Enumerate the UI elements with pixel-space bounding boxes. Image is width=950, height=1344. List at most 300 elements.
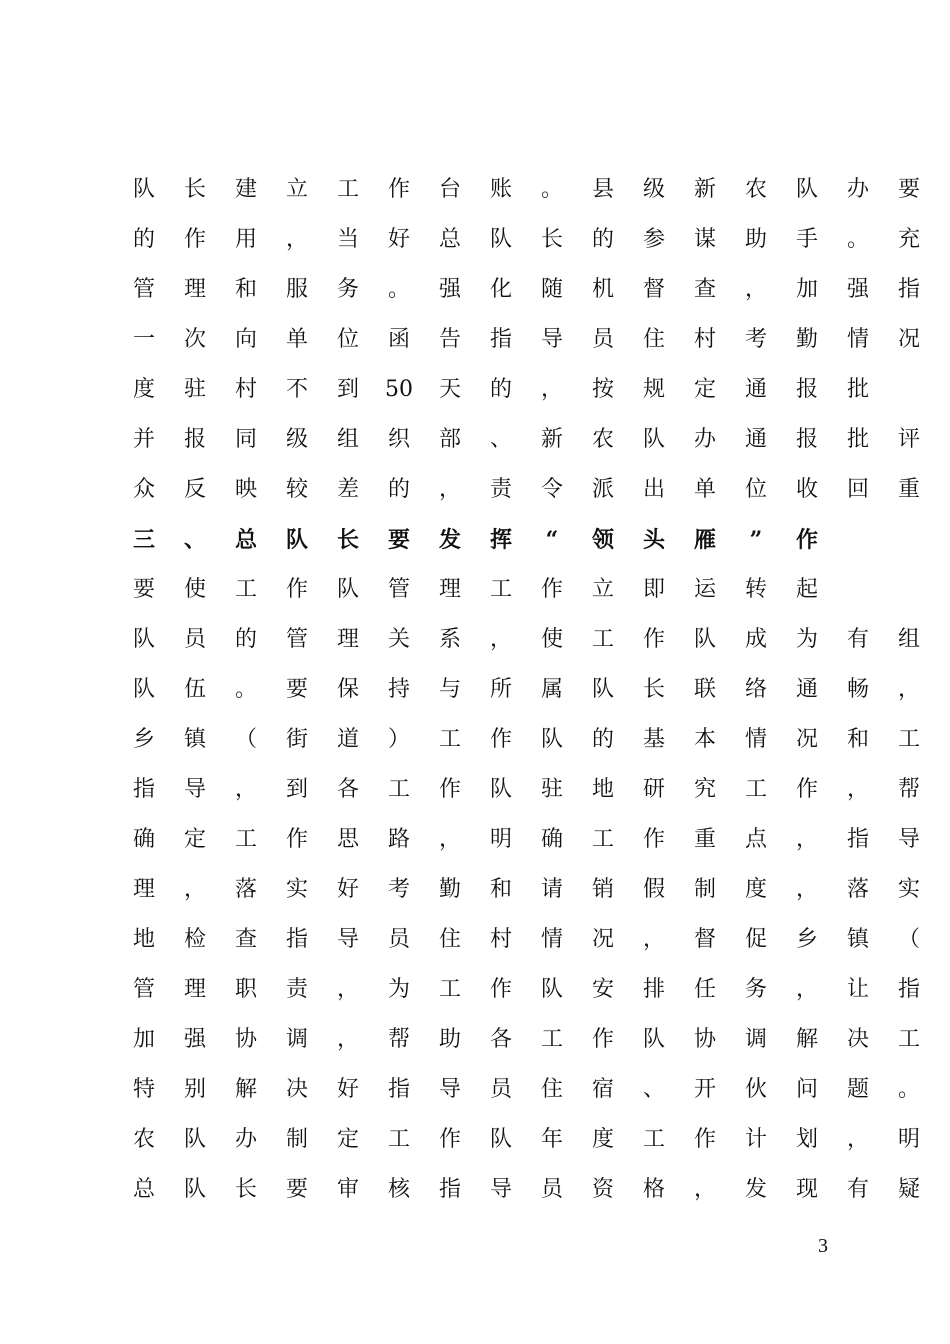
text-glyph: 并: [132, 427, 155, 452]
text-glyph: 、: [183, 527, 206, 553]
text-glyph: 员: [387, 927, 410, 952]
text-glyph: 长: [336, 527, 359, 553]
text-glyph: 化: [489, 277, 512, 302]
text-glyph: 县: [591, 177, 614, 202]
text-glyph: 解: [795, 1027, 818, 1052]
text-glyph: 指: [897, 277, 920, 302]
text-glyph: 。: [846, 227, 869, 252]
text-glyph: 疑: [897, 1177, 920, 1202]
text-glyph: 工: [642, 1127, 665, 1152]
text-glyph: “: [545, 527, 559, 553]
text-glyph: （: [234, 727, 257, 752]
paragraph-line: [0, 770, 950, 810]
text-glyph: 和: [489, 877, 512, 902]
text-glyph: 工: [540, 1027, 563, 1052]
text-glyph: 问: [795, 1077, 818, 1102]
text-glyph: 住: [540, 1077, 563, 1102]
text-glyph: 总: [234, 527, 257, 553]
text-glyph: 系: [438, 627, 461, 652]
text-glyph: 办: [234, 1127, 257, 1152]
text-glyph: 导: [897, 827, 920, 852]
text-glyph: 各: [489, 1027, 512, 1052]
text-glyph: 作: [795, 527, 818, 553]
text-glyph: 发: [438, 527, 461, 553]
text-glyph: 乡: [795, 927, 818, 952]
text-glyph: 决: [846, 1027, 869, 1052]
text-glyph: 单: [693, 477, 716, 502]
text-glyph: 好: [387, 227, 410, 252]
text-glyph: 收: [795, 477, 818, 502]
text-glyph: 队: [591, 677, 614, 702]
text-glyph: 起: [795, 577, 818, 602]
text-glyph: ，: [795, 827, 818, 852]
text-glyph: 农: [591, 427, 614, 452]
text-glyph: ，: [693, 1177, 716, 1202]
paragraph-line: [0, 920, 950, 960]
text-glyph: 工: [744, 777, 767, 802]
text-glyph: ，: [846, 1127, 869, 1152]
text-glyph: 为: [795, 627, 818, 652]
paragraph-line: [0, 370, 950, 410]
text-glyph: 员: [183, 627, 206, 652]
text-glyph: 考: [387, 877, 410, 902]
text-glyph: 织: [387, 427, 410, 452]
paragraph-line: [0, 270, 950, 310]
text-glyph: 队: [132, 177, 155, 202]
text-glyph: 报: [795, 377, 818, 402]
text-glyph: 导: [438, 1077, 461, 1102]
text-glyph: 的: [591, 227, 614, 252]
text-glyph: 指: [132, 777, 155, 802]
text-glyph: 街: [285, 727, 308, 752]
text-glyph: 工: [234, 827, 257, 852]
text-glyph: 度: [132, 377, 155, 402]
text-glyph: 向: [234, 327, 257, 352]
text-glyph: 台: [438, 177, 461, 202]
text-glyph: 告: [438, 327, 461, 352]
text-glyph: 好: [336, 877, 359, 902]
text-glyph: 作: [540, 577, 563, 602]
text-glyph: 村: [489, 927, 512, 952]
text-glyph: 镇: [183, 727, 206, 752]
text-glyph: 促: [744, 927, 767, 952]
text-glyph: 函: [387, 327, 410, 352]
text-glyph: 定: [693, 377, 716, 402]
text-glyph: 况: [897, 327, 920, 352]
paragraph-line: [0, 420, 950, 460]
text-glyph: 要: [285, 1177, 308, 1202]
text-glyph: 农: [132, 1127, 155, 1152]
text-glyph: 工: [438, 727, 461, 752]
text-glyph: 伍: [183, 677, 206, 702]
text-glyph: 队: [183, 1127, 206, 1152]
text-glyph: 管: [132, 977, 155, 1002]
text-glyph: 作: [285, 827, 308, 852]
text-glyph: 的: [132, 227, 155, 252]
text-glyph: 账: [489, 177, 512, 202]
text-glyph: 理: [132, 877, 155, 902]
text-glyph: 通: [795, 677, 818, 702]
text-glyph: 思: [336, 827, 359, 852]
text-glyph: 作: [183, 227, 206, 252]
text-glyph: 联: [693, 677, 716, 702]
text-glyph: （: [897, 927, 920, 952]
text-glyph: 指: [897, 977, 920, 1002]
text-glyph: 服: [285, 277, 308, 302]
text-glyph: 级: [285, 427, 308, 452]
text-glyph: 勤: [795, 327, 818, 352]
paragraph-line: [0, 620, 950, 660]
text-glyph: 保: [336, 677, 359, 702]
text-glyph: ，: [285, 227, 308, 252]
text-glyph: 立: [285, 177, 308, 202]
text-glyph: 位: [744, 477, 767, 502]
text-glyph: 帮: [387, 1027, 410, 1052]
text-glyph: 驻: [540, 777, 563, 802]
text-glyph: 格: [642, 1177, 665, 1202]
paragraph-line: [0, 870, 950, 910]
text-glyph: 出: [642, 477, 665, 502]
text-glyph: 报: [183, 427, 206, 452]
text-glyph: 队: [795, 177, 818, 202]
text-glyph: 部: [438, 427, 461, 452]
text-glyph: 落: [234, 877, 257, 902]
text-glyph: 队: [693, 627, 716, 652]
text-glyph: 级: [642, 177, 665, 202]
text-glyph: 新: [540, 427, 563, 452]
text-glyph: 的: [234, 627, 257, 652]
paragraph-line: [0, 970, 950, 1010]
text-glyph: ，: [795, 977, 818, 1002]
text-glyph: 住: [642, 327, 665, 352]
text-glyph: 重: [897, 477, 920, 502]
text-glyph: 现: [795, 1177, 818, 1202]
text-glyph: 持: [387, 677, 410, 702]
text-glyph: 实: [897, 877, 920, 902]
text-glyph: 管: [132, 277, 155, 302]
text-glyph: 工: [897, 727, 920, 752]
text-glyph: 。: [540, 177, 563, 202]
text-glyph: 一: [132, 327, 155, 352]
text-glyph: 查: [693, 277, 716, 302]
text-glyph: 领: [591, 527, 614, 553]
text-glyph: 同: [234, 427, 257, 452]
text-glyph: 与: [438, 677, 461, 702]
text-glyph: 重: [693, 827, 716, 852]
text-glyph: ，: [183, 877, 206, 902]
text-glyph: 谋: [693, 227, 716, 252]
text-glyph: 作: [438, 777, 461, 802]
paragraph-line: [0, 170, 950, 210]
text-glyph: ，: [897, 677, 920, 702]
text-glyph: 理: [183, 277, 206, 302]
text-glyph: 指: [285, 927, 308, 952]
text-glyph: 员: [591, 327, 614, 352]
text-glyph: 转: [744, 577, 767, 602]
text-glyph: 务: [744, 977, 767, 1002]
text-glyph: 工: [897, 1027, 920, 1052]
text-glyph: 长: [234, 1177, 257, 1202]
text-glyph: 帮: [897, 777, 920, 802]
text-glyph: 别: [183, 1077, 206, 1102]
text-glyph: 众: [132, 477, 155, 502]
text-glyph: 三: [132, 527, 155, 553]
text-glyph: 情: [540, 927, 563, 952]
text-glyph: 队: [540, 727, 563, 752]
text-glyph: 有: [846, 1177, 869, 1202]
text-glyph: 回: [846, 477, 869, 502]
text-glyph: 头: [642, 527, 665, 553]
text-glyph: 协: [234, 1027, 257, 1052]
text-glyph: 工: [438, 977, 461, 1002]
text-glyph: 。: [387, 277, 410, 302]
text-glyph: 导: [489, 1177, 512, 1202]
text-glyph: ，: [846, 777, 869, 802]
text-glyph: 住: [438, 927, 461, 952]
text-glyph: 各: [336, 777, 359, 802]
text-glyph: 队: [489, 777, 512, 802]
text-glyph: 究: [693, 777, 716, 802]
text-glyph: 手: [795, 227, 818, 252]
text-glyph: 制: [285, 1127, 308, 1152]
text-glyph: 况: [795, 727, 818, 752]
text-glyph: 调: [744, 1027, 767, 1052]
text-glyph: 所: [489, 677, 512, 702]
text-glyph: 落: [846, 877, 869, 902]
text-glyph: ，: [744, 277, 767, 302]
text-glyph: 雁: [693, 527, 716, 553]
text-glyph: 强: [846, 277, 869, 302]
text-glyph: 销: [591, 877, 614, 902]
text-glyph: 工: [591, 627, 614, 652]
text-glyph: 作: [489, 977, 512, 1002]
text-glyph: 协: [693, 1027, 716, 1052]
paragraph-line: [0, 470, 950, 510]
text-glyph: 令: [540, 477, 563, 502]
text-glyph: 作: [591, 1027, 614, 1052]
text-glyph: 驻: [183, 377, 206, 402]
text-glyph: 理: [336, 627, 359, 652]
text-glyph: 新: [693, 177, 716, 202]
text-glyph: 天: [438, 377, 461, 402]
text-glyph: 办: [693, 427, 716, 452]
text-glyph: 定: [183, 827, 206, 852]
text-glyph: 要: [285, 677, 308, 702]
text-glyph: 乡: [132, 727, 155, 752]
text-glyph: 作: [489, 727, 512, 752]
text-glyph: 宿: [591, 1077, 614, 1102]
text-glyph: 加: [132, 1027, 155, 1052]
text-glyph: ，: [336, 1027, 359, 1052]
text-glyph: 指: [846, 827, 869, 852]
text-glyph: 队: [183, 1177, 206, 1202]
text-glyph: 明: [897, 1127, 920, 1152]
text-glyph: 工: [234, 577, 257, 602]
text-glyph: 50: [385, 377, 413, 402]
text-glyph: 督: [693, 927, 716, 952]
text-glyph: 队: [132, 677, 155, 702]
text-glyph: ，: [642, 927, 665, 952]
text-glyph: 作: [438, 1127, 461, 1152]
text-glyph: 管: [387, 577, 410, 602]
text-glyph: 属: [540, 677, 563, 702]
text-glyph: 的: [591, 727, 614, 752]
text-glyph: 理: [183, 977, 206, 1002]
text-glyph: 单: [285, 327, 308, 352]
text-glyph: 理: [438, 577, 461, 602]
text-glyph: 不: [285, 377, 308, 402]
text-glyph: 确: [540, 827, 563, 852]
text-glyph: 开: [693, 1077, 716, 1102]
text-glyph: 好: [336, 1077, 359, 1102]
text-glyph: 指: [438, 1177, 461, 1202]
text-glyph: ”: [749, 527, 763, 553]
text-glyph: 和: [234, 277, 257, 302]
text-glyph: 长: [183, 177, 206, 202]
text-glyph: 队: [642, 427, 665, 452]
text-glyph: 职: [234, 977, 257, 1002]
text-glyph: 导: [540, 327, 563, 352]
text-glyph: 工: [336, 177, 359, 202]
text-glyph: 计: [744, 1127, 767, 1152]
text-glyph: 村: [693, 327, 716, 352]
text-glyph: 加: [795, 277, 818, 302]
text-glyph: 资: [591, 1177, 614, 1202]
text-glyph: 规: [642, 377, 665, 402]
text-glyph: ，: [489, 627, 512, 652]
text-glyph: 的: [489, 377, 512, 402]
text-glyph: 队: [132, 627, 155, 652]
text-glyph: 实: [285, 877, 308, 902]
text-glyph: ，: [438, 477, 461, 502]
text-glyph: 工: [387, 777, 410, 802]
text-glyph: 排: [642, 977, 665, 1002]
text-glyph: 组: [897, 627, 920, 652]
text-glyph: 强: [183, 1027, 206, 1052]
text-glyph: 作: [285, 577, 308, 602]
text-glyph: 通: [744, 377, 767, 402]
text-glyph: 确: [132, 827, 155, 852]
text-glyph: 和: [846, 727, 869, 752]
paragraph-line: [0, 1070, 950, 1110]
text-glyph: 责: [285, 977, 308, 1002]
text-glyph: 镇: [846, 927, 869, 952]
section-heading-line: [0, 520, 950, 560]
text-glyph: 随: [540, 277, 563, 302]
text-glyph: 任: [693, 977, 716, 1002]
text-glyph: 况: [591, 927, 614, 952]
text-glyph: 总: [438, 227, 461, 252]
paragraph-line: [0, 1020, 950, 1060]
text-glyph: 作: [387, 177, 410, 202]
text-glyph: 队: [489, 1127, 512, 1152]
text-glyph: 工: [489, 577, 512, 602]
text-glyph: 长: [642, 677, 665, 702]
text-glyph: 即: [642, 577, 665, 602]
text-glyph: 伙: [744, 1077, 767, 1102]
text-glyph: 、: [489, 427, 512, 452]
text-glyph: 地: [132, 927, 155, 952]
text-glyph: 长: [540, 227, 563, 252]
text-glyph: 安: [591, 977, 614, 1002]
text-glyph: 点: [744, 827, 767, 852]
text-glyph: 责: [489, 477, 512, 502]
text-glyph: 队: [540, 977, 563, 1002]
text-glyph: 队: [642, 1027, 665, 1052]
text-glyph: ）: [387, 727, 410, 752]
paragraph-line: [0, 570, 950, 610]
text-glyph: 查: [234, 927, 257, 952]
text-glyph: 、: [642, 1077, 665, 1102]
paragraph-line: [0, 320, 950, 360]
text-glyph: 发: [744, 1177, 767, 1202]
text-glyph: 导: [336, 927, 359, 952]
text-glyph: 运: [693, 577, 716, 602]
paragraph-line: [0, 670, 950, 710]
text-glyph: 明: [489, 827, 512, 852]
text-glyph: 工: [591, 827, 614, 852]
text-glyph: ，: [234, 777, 257, 802]
text-glyph: 强: [438, 277, 461, 302]
text-glyph: 差: [336, 477, 359, 502]
text-glyph: 划: [795, 1127, 818, 1152]
text-glyph: 情: [744, 727, 767, 752]
text-glyph: 决: [285, 1077, 308, 1102]
paragraph-line: [0, 1170, 950, 1210]
text-glyph: 年: [540, 1127, 563, 1152]
text-glyph: ，: [336, 977, 359, 1002]
text-glyph: 农: [744, 177, 767, 202]
text-glyph: 助: [744, 227, 767, 252]
text-glyph: 反: [183, 477, 206, 502]
text-glyph: 充: [897, 227, 920, 252]
text-glyph: 道: [336, 727, 359, 752]
text-glyph: 按: [591, 377, 614, 402]
text-glyph: 调: [285, 1027, 308, 1052]
text-glyph: 导: [183, 777, 206, 802]
text-glyph: 请: [540, 877, 563, 902]
page-number: 3: [818, 1235, 828, 1257]
text-glyph: 度: [744, 877, 767, 902]
text-glyph: 村: [234, 377, 257, 402]
text-glyph: 定: [336, 1127, 359, 1152]
paragraph-line: [0, 720, 950, 760]
text-glyph: 用: [234, 227, 257, 252]
text-glyph: 建: [234, 177, 257, 202]
text-glyph: 要: [897, 177, 920, 202]
text-glyph: 。: [234, 677, 257, 702]
text-glyph: 员: [489, 1077, 512, 1102]
text-glyph: 通: [744, 427, 767, 452]
text-glyph: 核: [387, 1177, 410, 1202]
text-glyph: 成: [744, 627, 767, 652]
text-glyph: 为: [387, 977, 410, 1002]
text-glyph: 参: [642, 227, 665, 252]
text-glyph: 队: [489, 227, 512, 252]
text-glyph: 作: [795, 777, 818, 802]
text-glyph: ，: [795, 877, 818, 902]
text-glyph: 助: [438, 1027, 461, 1052]
text-glyph: 指: [387, 1077, 410, 1102]
text-glyph: 务: [336, 277, 359, 302]
text-glyph: 立: [591, 577, 614, 602]
text-glyph: 批: [846, 427, 869, 452]
text-glyph: 有: [846, 627, 869, 652]
text-glyph: 制: [693, 877, 716, 902]
text-glyph: ，: [540, 377, 563, 402]
text-glyph: 畅: [846, 677, 869, 702]
text-glyph: 派: [591, 477, 614, 502]
